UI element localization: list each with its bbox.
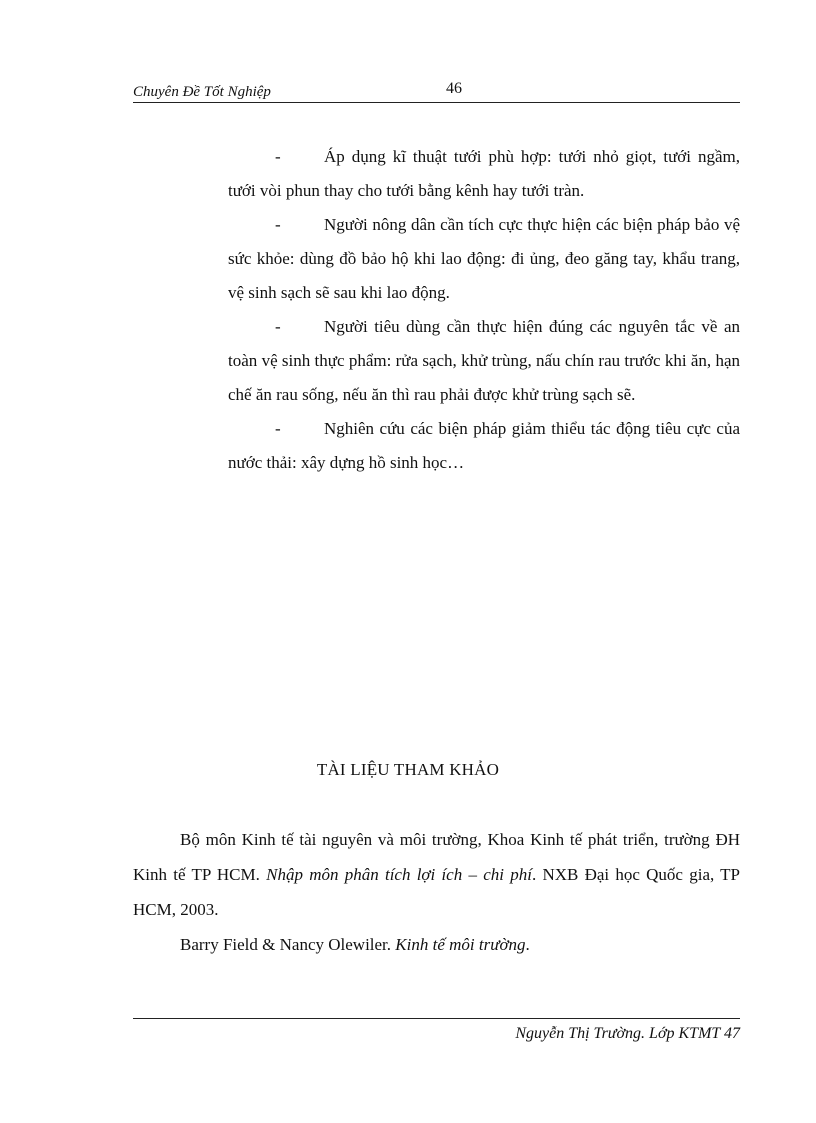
references-list [133, 822, 740, 962]
reference-item [133, 927, 740, 962]
reference-title: Nhập môn phân tích lợi ích – chi phí [266, 865, 532, 884]
page-header [133, 80, 740, 103]
bullet-marker: - [275, 215, 281, 234]
bullet-text: Nghiên cứu các biện pháp giảm thiểu tác động tiêu cực của nước thải: xây dựng hồ sinh học… [228, 419, 740, 472]
bullet-list [228, 140, 740, 480]
header-title: Chuyên Đề Tốt Nghiệp [133, 84, 271, 100]
reference-item [133, 822, 740, 927]
reference-publisher: . NXB Đại học Quốc gia, TP HCM, 2003. [133, 865, 741, 919]
page-number: 46 [446, 80, 462, 97]
bullet-item [228, 412, 740, 480]
page-footer [133, 1018, 740, 1042]
bullet-marker: - [275, 419, 281, 438]
bullet-marker: - [275, 147, 281, 166]
bullet-text: Áp dụng kĩ thuật tưới phù hợp: tưới nhỏ giọt, tưới ngầm, tưới vòi phun thay cho tưới bằng kênh hay tưới tràn. [228, 147, 740, 200]
bullet-text: Người tiêu dùng cần thực hiện đúng các nguyên tắc về an toàn vệ sinh thực phẩm: rửa sạch, khử trùng, nấu chín rau trước khi ăn, hạn chế ăn rau sống, nếu ăn thì rau phải được khử trùng sạch sẽ. [228, 317, 740, 404]
reference-title: Kinh tế môi trường [395, 935, 526, 954]
bullet-marker: - [275, 317, 281, 336]
bullet-item [228, 208, 740, 310]
bullet-item [228, 310, 740, 412]
reference-publisher: . [525, 935, 530, 954]
reference-author: Bộ môn Kinh tế tài nguyên và môi trường, Khoa Kinh tế phát triển, trường ĐH Kinh tế TP HCM. [133, 830, 740, 884]
bullet-text: Người nông dân cần tích cực thực hiện các biện pháp bảo vệ sức khỏe: dùng đồ bảo hộ khi lao động: đi ủng, đeo găng tay, khẩu trang, vệ sinh sạch sẽ sau khi lao động. [228, 215, 740, 302]
footer-author: Nguyễn Thị Trường. Lớp KTMT 47 [515, 1025, 740, 1042]
reference-author: Barry Field & Nancy Olewiler. [180, 935, 396, 954]
bullet-item [228, 140, 740, 208]
references-heading: TÀI LIỆU THAM KHẢO [316, 760, 500, 779]
